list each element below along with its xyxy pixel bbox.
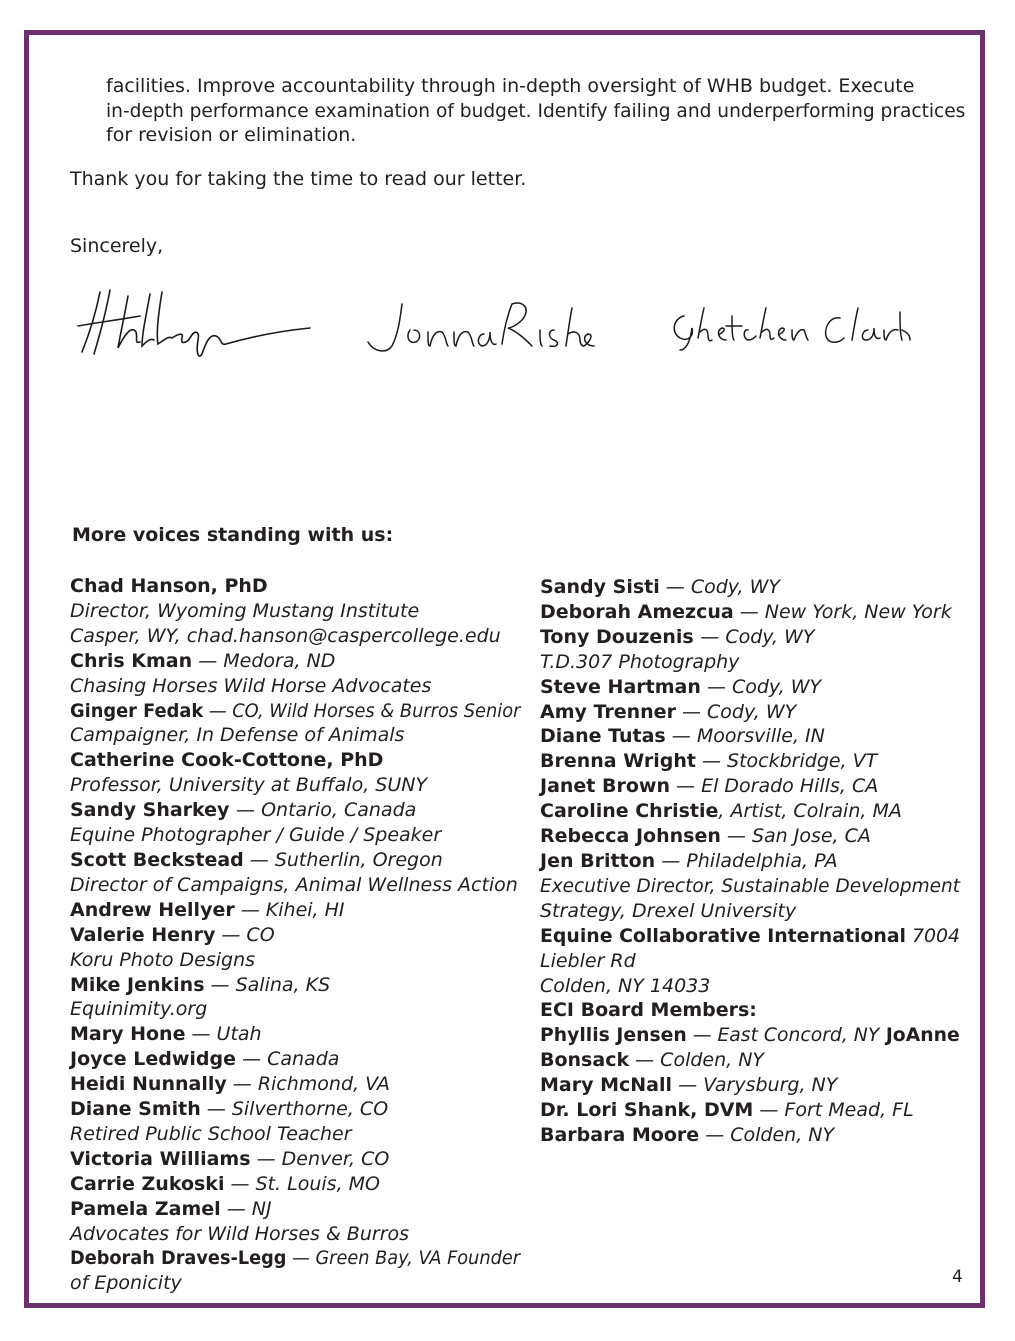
- supporter-line: [70, 1197, 520, 1222]
- supporter-line: [540, 799, 960, 824]
- supporter-name: Steve Hartman: [540, 675, 701, 698]
- supporter-line: [540, 1023, 960, 1048]
- supporter-line: [70, 898, 520, 923]
- supporter-detail: — San Jose, CA: [720, 825, 871, 848]
- supporter-detail: Campaigner, In Defense of Animals: [70, 724, 405, 747]
- supporter-name: Brenna Wright: [540, 750, 696, 773]
- supporter-detail: — Ontario, Canada: [236, 799, 417, 822]
- supporter-detail: — Cody, WY: [659, 576, 781, 598]
- supporter-detail: — CO, Wild Horses & Burros Senior: [203, 699, 521, 722]
- supporter-name: Caroline Christie: [540, 800, 719, 823]
- supporter-line: [70, 1222, 520, 1247]
- supporter-line: [70, 997, 520, 1022]
- supporter-detail: Equinimity.org: [70, 998, 208, 1021]
- supporter-detail: — Green Bay, VA Founder: [286, 1247, 520, 1270]
- signature-1: [70, 282, 320, 362]
- supporter-line: [540, 724, 960, 749]
- supporter-line: [540, 625, 960, 650]
- supporter-line: [540, 949, 960, 974]
- supporter-detail: Liebler Rd: [540, 949, 636, 972]
- supporter-detail: — Richmond, VA: [226, 1073, 390, 1096]
- supporter-detail: — CO: [215, 923, 275, 946]
- supporter-detail: — Medora, ND: [192, 649, 336, 672]
- supporter-line: [70, 1271, 520, 1296]
- supporters-column-1: [70, 574, 520, 1296]
- supporter-detail: Retired Public School Teacher: [70, 1122, 352, 1145]
- supporter-name: Chad Hanson, PhD: [70, 575, 268, 597]
- supporter-detail: , Artist, Colrain, MA: [718, 800, 902, 823]
- signature-3: [662, 298, 912, 358]
- supporter-detail: — Cody, WY: [675, 700, 797, 723]
- supporter-line: [540, 1073, 960, 1098]
- paragraph-line: for revision or elimination.: [106, 124, 357, 146]
- supporter-detail: — Canada: [236, 1048, 340, 1071]
- supporter-name: Bonsack: [540, 1049, 630, 1072]
- supporter-detail: Chasing Horses Wild Horse Advocates: [70, 674, 432, 697]
- supporter-detail: — Cody, WY: [700, 675, 822, 698]
- supporter-name: Victoria Williams: [70, 1147, 251, 1170]
- supporter-line: [70, 973, 520, 998]
- supporter-detail: — Denver, CO: [250, 1147, 390, 1170]
- supporter-line: [70, 649, 520, 674]
- supporter-line: [540, 749, 960, 774]
- supporter-line: [70, 599, 520, 624]
- letter-paragraph: [106, 74, 966, 148]
- supporter-line: [70, 823, 520, 848]
- supporter-detail: — El Dorado Hills, CA: [670, 775, 879, 798]
- supporter-name-extra: JoAnne: [879, 1024, 960, 1047]
- signature-2: [362, 290, 602, 360]
- supporter-detail: Director of Campaigns, Animal Wellness Action: [70, 873, 518, 896]
- supporter-detail: — NJ: [220, 1197, 272, 1220]
- supporter-detail: — Stockbridge, VT: [695, 750, 878, 773]
- supporter-name: ECI Board Members:: [540, 999, 757, 1022]
- supporter-name: Heidi Nunnally: [70, 1073, 227, 1096]
- supporter-name: Mary McNall: [540, 1074, 673, 1097]
- supporter-name: Chris Kman: [70, 649, 193, 672]
- supporter-line: [540, 1098, 960, 1123]
- supporter-detail: of Eponicity: [70, 1272, 182, 1295]
- supporter-line: [540, 974, 960, 999]
- supporter-detail: Koru Photo Designs: [70, 948, 256, 971]
- supporters-column-2: [540, 575, 960, 1148]
- supporter-name: Equine Collaborative International: [540, 924, 907, 947]
- supporter-line: [70, 699, 521, 724]
- supporter-line: [540, 924, 961, 949]
- supporter-name: Deborah Amezcua: [540, 600, 734, 623]
- supporter-detail: T.D.307 Photography: [540, 650, 740, 673]
- supporter-line: [540, 650, 960, 675]
- supporter-line: [70, 1246, 520, 1271]
- supporter-detail: — Silverthorne, CO: [200, 1098, 389, 1121]
- supporter-detail: Advocates for Wild Horses & Burros: [70, 1222, 410, 1245]
- supporter-name: Dr. Lori Shank, DVM: [540, 1099, 754, 1122]
- supporter-line: [540, 899, 960, 924]
- supporter-line: [540, 824, 960, 849]
- supporter-line: [70, 1022, 520, 1047]
- supporter-detail: Executive Director, Sustainable Development: [540, 874, 961, 897]
- supporter-name: Carrie Zukoski: [70, 1172, 225, 1195]
- supporter-line: [540, 700, 960, 725]
- supporter-line: [70, 674, 520, 699]
- supporter-line: [540, 1048, 960, 1073]
- supporter-name: Barbara Moore: [540, 1123, 700, 1146]
- supporter-detail: — Colden, NY: [699, 1123, 835, 1146]
- supporter-detail: — Fort Mead, FL: [753, 1099, 914, 1122]
- supporter-name: Amy Trenner: [540, 700, 676, 723]
- supporter-line: [540, 600, 960, 625]
- supporter-name: Ginger Fedak: [70, 699, 204, 722]
- supporter-name: Tony Douzenis: [540, 625, 701, 648]
- supporter-line: [540, 675, 960, 700]
- supporter-name: Andrew Hellyer: [70, 898, 235, 921]
- supporter-name: Diane Tutas: [540, 725, 666, 748]
- supporter-detail: — St. Louis, MO: [224, 1172, 380, 1195]
- supporter-detail: 7004: [906, 924, 961, 947]
- supporter-line: [70, 948, 520, 973]
- supporter-line: [70, 624, 520, 649]
- supporter-line: [70, 798, 520, 823]
- supporter-line: [540, 998, 960, 1023]
- supporter-name: Sandy Sisti: [540, 576, 660, 598]
- page-number: 4: [952, 1267, 963, 1287]
- supporter-name: Scott Beckstead: [70, 848, 244, 871]
- paragraph-line: facilities. Improve accountability through in-depth oversight of WHB budget. Execute: [106, 75, 915, 97]
- supporter-line: [70, 848, 520, 873]
- supporter-line: [70, 748, 520, 773]
- supporter-name: Joyce Ledwidge: [70, 1048, 237, 1071]
- supporter-name: Sandy Sharkey: [70, 799, 237, 822]
- supporter-line: [70, 923, 520, 948]
- supporter-line: [70, 1147, 520, 1172]
- supporter-line: [540, 575, 960, 600]
- supporter-name: Diane Smith: [70, 1098, 201, 1121]
- supporter-detail: — Colden, NY: [629, 1049, 765, 1072]
- supporter-detail: — Philadelphia, PA: [655, 849, 838, 872]
- supporter-name: Mike Jenkins: [70, 973, 205, 996]
- thanks-line: Thank you for taking the time to read our letter.: [70, 168, 527, 190]
- supporter-detail: — Sutherlin, Oregon: [243, 848, 443, 871]
- supporter-detail: Strategy, Drexel University: [540, 899, 797, 922]
- supporter-name: Catherine Cook-Cottone, PhD: [70, 749, 384, 772]
- supporter-name: Mary Hone: [70, 1023, 186, 1046]
- supporter-name: Pamela Zamel: [70, 1197, 221, 1220]
- supporter-detail: — New York, New York: [733, 600, 952, 623]
- supporter-detail: Professor, University at Buffalo, SUNY: [70, 774, 428, 797]
- supporter-detail: — Utah: [185, 1023, 262, 1046]
- supporter-line: [540, 774, 960, 799]
- supporter-detail: — Salina, KS: [204, 973, 331, 996]
- supporter-detail: Director, Wyoming Mustang Institute: [70, 599, 420, 622]
- supporter-name: Deborah Draves-Legg: [70, 1247, 287, 1270]
- supporter-line: [70, 1047, 520, 1072]
- supporter-line: [70, 873, 520, 898]
- supporter-name: Valerie Henry: [70, 923, 216, 946]
- supporter-name: Janet Brown: [540, 775, 670, 798]
- supporter-detail: Colden, NY 14033: [540, 974, 711, 997]
- supporter-detail: Casper, WY, chad.hanson@caspercollege.edu: [70, 624, 501, 647]
- supporter-line: [540, 1123, 960, 1148]
- section-heading: More voices standing with us:: [72, 524, 394, 546]
- supporter-detail: — Kihei, HI: [234, 898, 345, 921]
- closing-line: Sincerely,: [70, 235, 164, 257]
- supporter-line: [540, 874, 961, 899]
- supporter-line: [70, 1122, 520, 1147]
- supporter-detail: — Cody, WY: [700, 625, 815, 648]
- supporter-name: Jen Britton: [540, 849, 656, 872]
- supporter-line: [70, 574, 520, 599]
- paragraph-line: in-depth performance examination of budget. Identify failing and underperforming practices: [106, 99, 966, 122]
- supporter-line: [70, 1072, 520, 1097]
- supporter-detail: — East Concord, NY: [686, 1024, 880, 1047]
- supporter-detail: — Varysburg, NY: [672, 1074, 838, 1097]
- supporter-line: [70, 1172, 520, 1197]
- supporter-line: [70, 723, 520, 748]
- supporter-line: [540, 849, 960, 874]
- supporter-name: Rebecca Johnsen: [540, 825, 721, 848]
- supporter-line: [70, 773, 520, 798]
- supporter-detail: Equine Photographer / Guide / Speaker: [70, 824, 442, 847]
- supporter-detail: — Moorsville, IN: [665, 725, 825, 748]
- supporter-name: Phyllis Jensen: [540, 1024, 687, 1047]
- supporter-line: [70, 1097, 520, 1122]
